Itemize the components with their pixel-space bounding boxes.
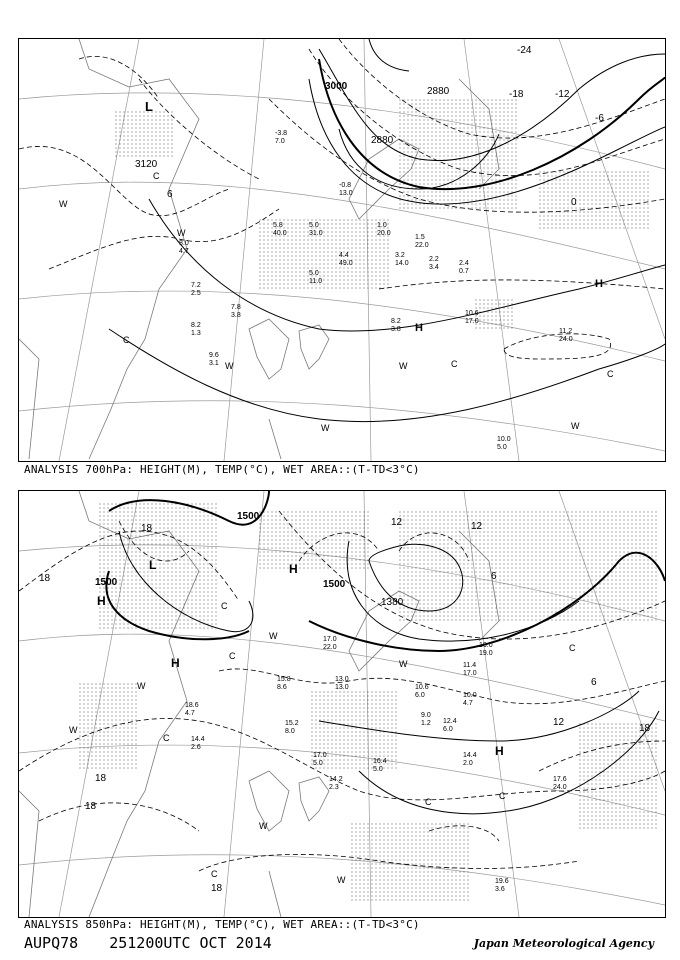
height-label: 1500	[323, 579, 346, 590]
warm-marker: W	[321, 423, 330, 433]
warm-marker: W	[337, 875, 346, 885]
cold-marker: C	[221, 601, 228, 611]
height-label: 3000	[325, 81, 348, 92]
temp-label: 6	[591, 677, 597, 688]
cold-marker: C	[569, 643, 576, 653]
cold-marker: C	[451, 359, 458, 369]
station-obs: 2.4 0.7	[459, 260, 469, 275]
warm-marker: W	[571, 421, 580, 431]
station-obs: 14.4 2.6	[191, 736, 205, 751]
high-center-marker: H	[289, 562, 298, 576]
station-obs: 15.8 8.6	[277, 676, 291, 691]
bulletin-code: AUPQ78	[24, 934, 79, 952]
temp-label: 0	[571, 197, 577, 208]
station-obs: 13.0 13.0	[335, 676, 349, 691]
temp-label: 18	[639, 723, 651, 734]
station-obs: 5.8 40.0	[273, 222, 287, 237]
station-obs: 14.4 2.0	[463, 752, 477, 767]
station-obs: 10.6 6.0	[415, 684, 429, 699]
station-obs: 1.0 20.0	[377, 222, 391, 237]
station-obs: 9.6 3.1	[209, 352, 219, 367]
temp-label: 18	[85, 801, 97, 812]
valid-datetime: 251200UTC OCT 2014	[109, 934, 272, 952]
temp-label: 18	[211, 883, 223, 894]
temp-label: -12	[555, 89, 570, 100]
station-obs: 16.0 19.0	[479, 642, 493, 657]
chart-850hpa	[18, 490, 666, 918]
warm-marker: W	[137, 681, 146, 691]
chart-700hpa	[18, 38, 666, 462]
height-label: 2880	[371, 135, 394, 146]
station-obs: 8.2 1.3	[191, 322, 201, 337]
station-obs: 16.4 5.0	[373, 758, 387, 773]
temp-label: 6	[167, 189, 173, 200]
station-obs: 10.6 17.0	[465, 310, 479, 325]
station-obs: 18.6 4.7	[185, 702, 199, 717]
station-obs: 12.4 6.0	[443, 718, 457, 733]
height-label: 1380	[381, 597, 404, 608]
footer-identifier	[24, 934, 272, 952]
cold-marker: C	[153, 171, 160, 181]
agency-credit: Japan Meteorological Agency	[473, 937, 654, 950]
height-label: 1500	[237, 511, 260, 522]
station-obs: 8.2 3.8	[391, 318, 401, 333]
warm-marker: W	[225, 361, 234, 371]
station-obs: 11.2 24.0	[559, 328, 573, 343]
station-obs: -3.8 7.0	[275, 130, 288, 145]
station-obs: 1.5 22.0	[415, 234, 429, 249]
cold-marker: C	[425, 797, 432, 807]
station-obs: 2.2 3.4	[429, 256, 439, 271]
temp-label: -6	[595, 113, 604, 124]
station-obs: 10.0 5.0	[497, 436, 511, 451]
station-obs: 5.0 31.0	[309, 222, 323, 237]
station-obs: 7.8 3.8	[231, 304, 241, 319]
station-obs: 17.6 24.0	[553, 776, 567, 791]
high-center-marker: H	[97, 594, 106, 608]
map-850hpa-canvas	[19, 491, 665, 917]
height-label: 1500	[95, 577, 118, 588]
warm-marker: W	[399, 361, 408, 371]
temp-label: 18	[39, 573, 51, 584]
temp-label: 18	[95, 773, 107, 784]
warm-marker: W	[177, 228, 186, 238]
low-center-marker: L	[149, 558, 157, 572]
high-center-marker: H	[595, 278, 603, 290]
station-obs: 19.6 3.6	[495, 878, 509, 893]
station-obs: 7.2 2.5	[191, 282, 201, 297]
warm-marker: W	[69, 725, 78, 735]
station-obs: -0.8 13.0	[339, 182, 353, 197]
warm-cold-marks	[59, 171, 614, 433]
high-center-marker: H	[171, 656, 180, 670]
low-center-marker: L	[145, 99, 153, 114]
high-center-marker: H	[415, 322, 423, 334]
height-label: 3120	[135, 159, 158, 170]
temp-label: -18	[509, 89, 524, 100]
station-obs: 5.0 11.0	[309, 270, 323, 285]
station-obs: 3.2 14.0	[395, 252, 409, 267]
station-obs: 9.0 1.2	[421, 712, 431, 727]
warm-marker: W	[269, 631, 278, 641]
temp-label: 12	[391, 517, 403, 528]
station-obs: 4.4 49.0	[339, 252, 353, 267]
station-obs: 11.4 17.0	[463, 662, 477, 677]
station-obs: 17.0 22.0	[323, 636, 337, 651]
warm-marker: W	[399, 659, 408, 669]
temp-label: 18	[141, 523, 153, 534]
station-obs: 10.0 4.7	[463, 692, 477, 707]
station-obs: 17.0 5.0	[313, 752, 327, 767]
warm-marker: W	[59, 199, 68, 209]
temp-label: -24	[517, 45, 532, 56]
map-700hpa-canvas	[19, 39, 665, 461]
temp-label: 12	[553, 717, 565, 728]
cold-marker: C	[607, 369, 614, 379]
temp-label: 12	[471, 521, 483, 532]
chart-850hpa-caption: ANALYSIS 850hPa: HEIGHT(M), TEMP(°C), WET AREA::(T-TD<3°C)	[24, 918, 420, 931]
station-obs: 15.2 8.0	[285, 720, 299, 735]
warm-marker: W	[259, 821, 268, 831]
cold-marker: C	[229, 651, 236, 661]
cold-marker: C	[499, 791, 506, 801]
station-obs: 14.2 2.3	[329, 776, 343, 791]
height-label: 2880	[427, 86, 450, 97]
temp-label: 6	[491, 571, 497, 582]
cold-marker: C	[163, 733, 170, 743]
cold-marker: C	[123, 335, 130, 345]
chart-700hpa-caption: ANALYSIS 700hPa: HEIGHT(M), TEMP(°C), WET AREA::(T-TD<3°C)	[24, 463, 420, 476]
high-center-marker: H	[495, 744, 504, 758]
station-obs: 8.0 4.7	[179, 240, 189, 255]
cold-marker: C	[211, 869, 218, 879]
